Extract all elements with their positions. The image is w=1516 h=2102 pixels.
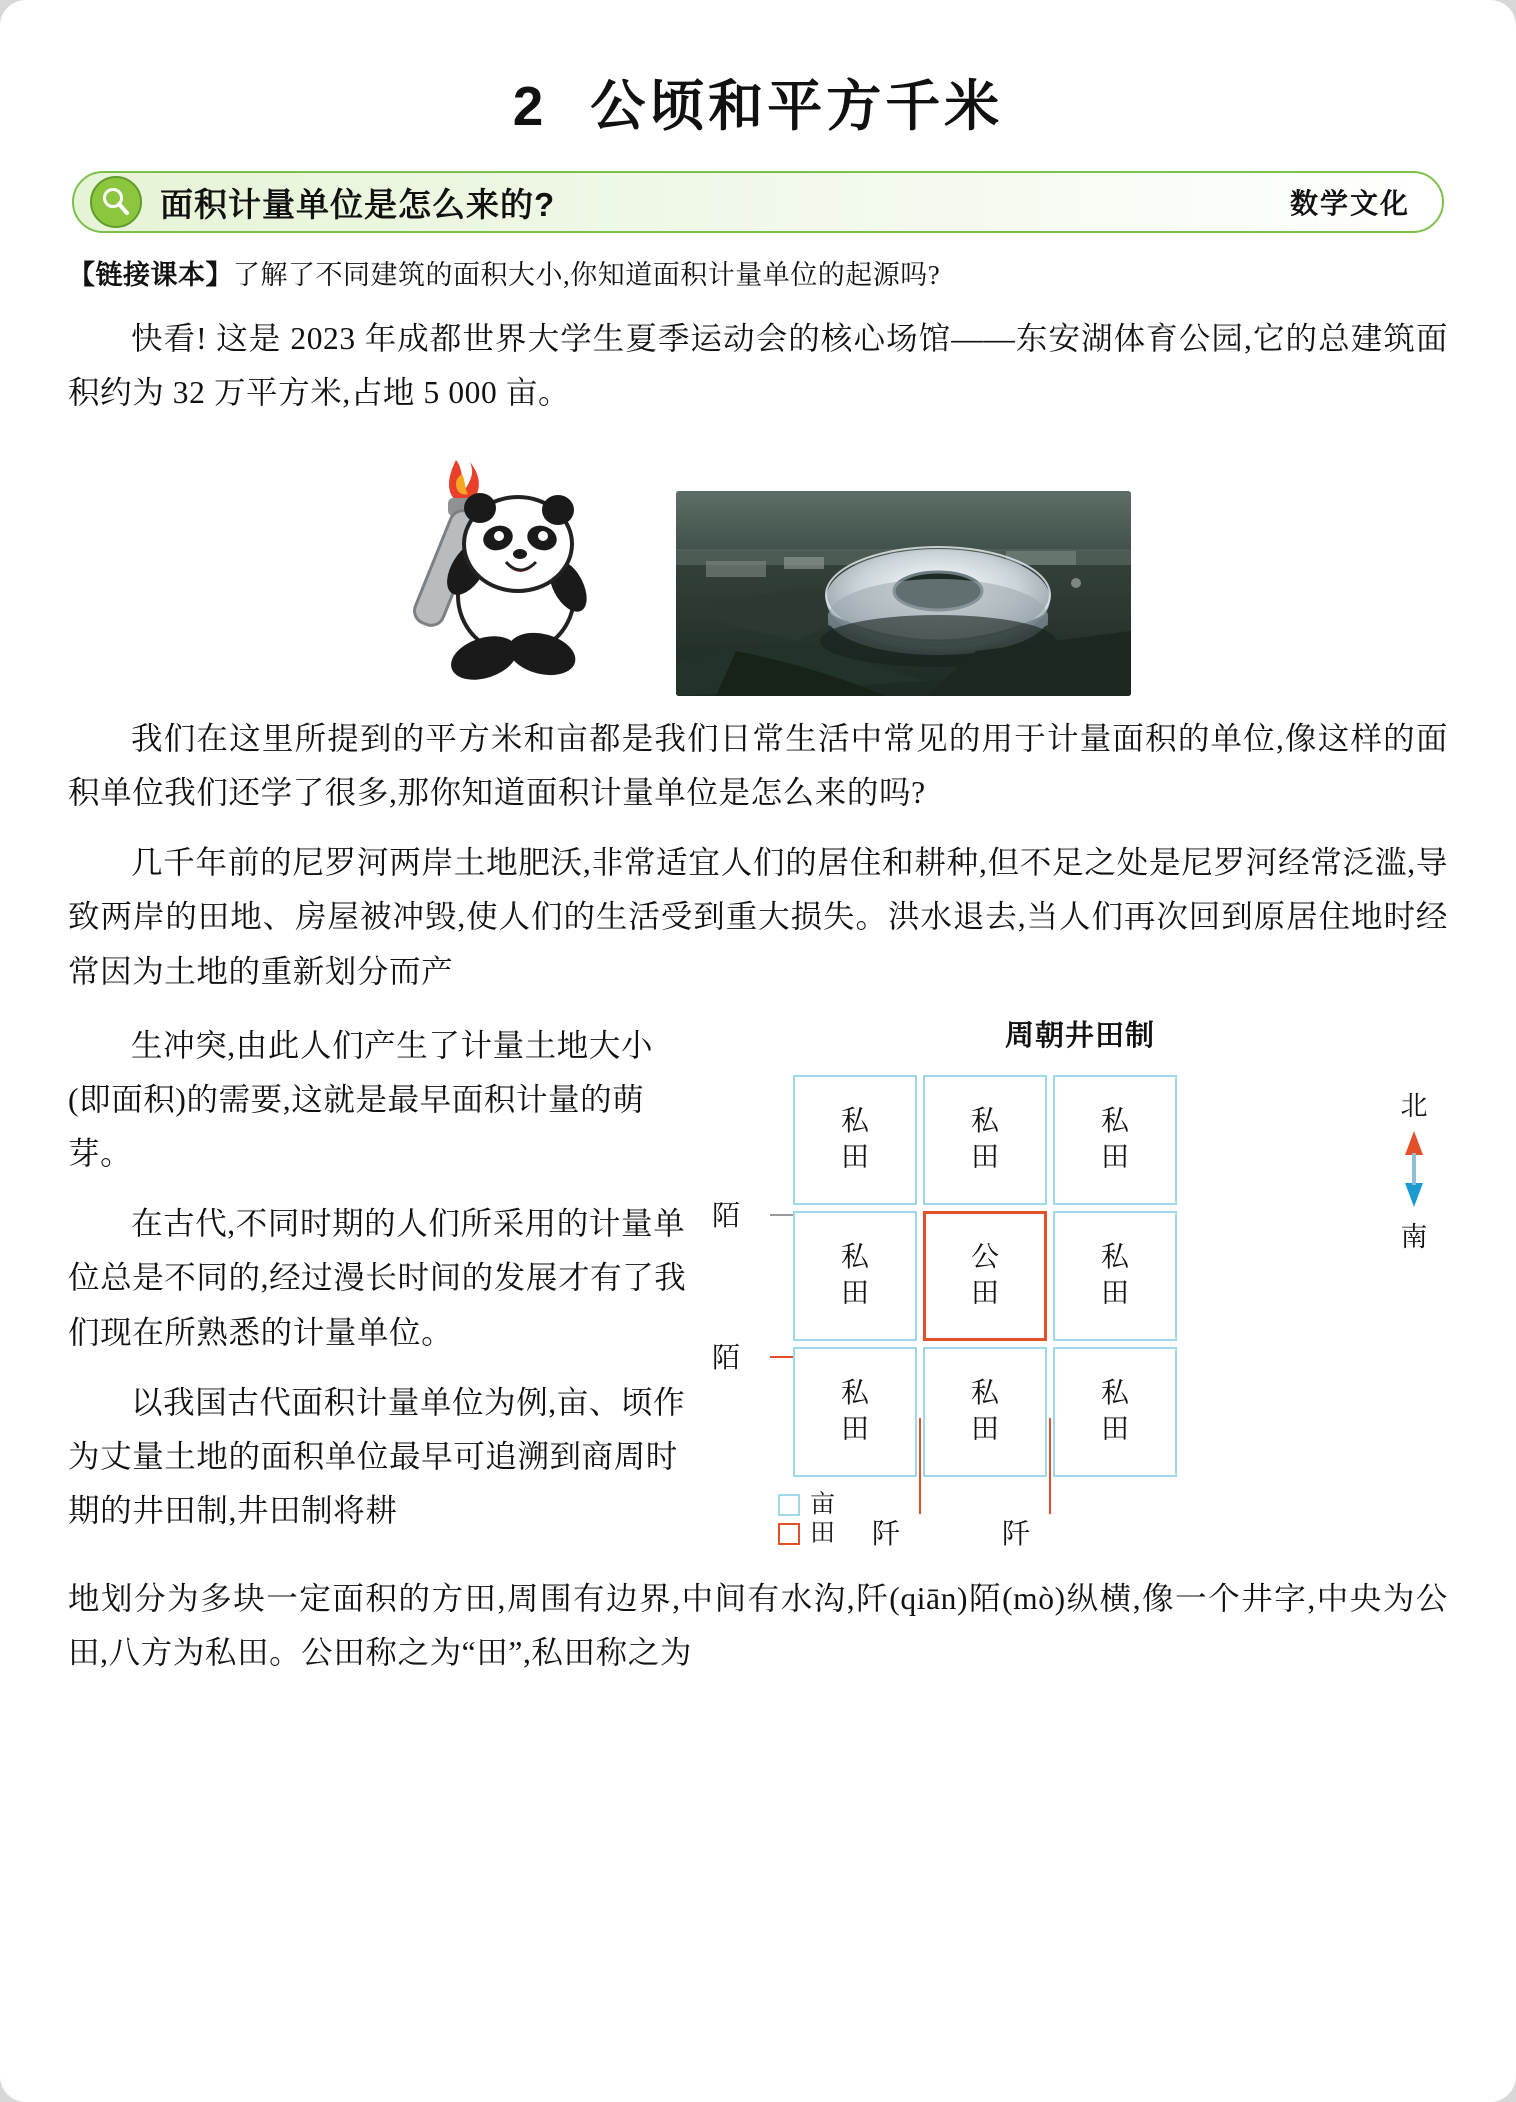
grid-cell-private <box>923 1075 1047 1205</box>
legend-swatch-public-icon <box>778 1523 800 1545</box>
qian-label-1: 阡 <box>872 1518 901 1550</box>
paragraph-4: 生冲突,由此人们产生了计量土地大小(即面积)的需要,这就是最早面积计量的萌芽。 <box>68 1027 654 1172</box>
cell-line-1: 私 <box>1100 1105 1129 1137</box>
stadium-aerial-photo <box>676 491 1131 696</box>
cell-line-1: 私 <box>840 1377 869 1409</box>
grid-cell-private <box>1053 1075 1177 1205</box>
diagram-legend <box>778 1490 835 1549</box>
chapter-title: 公顷和平方千米 <box>590 75 1004 137</box>
compass-south-label: 南 <box>1400 1221 1428 1252</box>
cell-line-2: 田 <box>970 1277 999 1309</box>
chapter-number: 2 <box>512 75 545 137</box>
grid-cell-private <box>1053 1211 1177 1341</box>
diagram-title: 周朝井田制 <box>1004 1019 1155 1052</box>
paragraph-3: 几千年前的尼罗河两岸土地肥沃,非常适宜人们的居住和耕种,但不足之处是尼罗河经常泛滥,导致两岸的田地、房屋被冲毁,使人们的生活受到重大损失。洪水退去,当人们再次回到原居住地时经常因为土地的重新划分而产 <box>68 845 1448 989</box>
grid-cell-private <box>1053 1347 1177 1477</box>
legend-public-label-1: 田 <box>810 1520 836 1548</box>
field-grid <box>790 1072 1180 1480</box>
legend-item-private <box>778 1490 835 1520</box>
cell-line-2: 田 <box>1100 1141 1129 1173</box>
banner-tag: 数学文化 <box>1289 188 1410 219</box>
link-to-textbook <box>68 255 1448 296</box>
cell-line-1: 私 <box>840 1241 869 1273</box>
link-label: 【链接课本】 <box>68 260 233 290</box>
cell-line-1: 私 <box>970 1377 999 1409</box>
link-text: 了解了不同建筑的面积大小,你知道面积计量单位的起源吗? <box>233 260 941 290</box>
cell-line-2: 田 <box>840 1413 869 1445</box>
legend-swatch-private-icon <box>778 1494 800 1516</box>
grid-cell-private <box>793 1075 917 1205</box>
cell-line-1: 私 <box>840 1105 869 1137</box>
legend-private-label-1: 亩 <box>810 1490 836 1518</box>
left-text-column <box>68 1009 688 1566</box>
paragraph-5: 在古代,不同时期的人们所采用的计量单位总是不同的,经过漫长时间的发展才有了我们现在所熟悉的计量单位。 <box>68 1206 687 1350</box>
magnifier-icon <box>90 176 142 228</box>
two-column-section <box>68 1009 1448 1566</box>
grid-cell-private <box>793 1211 917 1341</box>
paragraph-1: 快看! 这是 2023 年成都世界大学生夏季运动会的核心场馆——东安湖体育公园,它的总建筑面积约为 32 万平方米,占地 5 000 亩。 <box>68 320 1448 410</box>
cell-line-2: 田 <box>1100 1413 1129 1445</box>
paragraph-7: 地划分为多块一定面积的方田,周围有边界,中间有水沟,阡(qiān)陌(mò)纵横,像一个井字,中央为公田,八方为私田。公田称之为“田”,私田称之为 <box>68 1580 1448 1670</box>
cell-line-2: 田 <box>970 1413 999 1445</box>
compass-indicator <box>1386 1084 1442 1254</box>
grid-cell-private <box>793 1347 917 1477</box>
grid-cell-public <box>923 1211 1047 1341</box>
cell-line-1: 公 <box>970 1241 999 1273</box>
bottom-text-block <box>68 1572 1448 1680</box>
cell-line-1: 私 <box>1100 1377 1129 1409</box>
compass-arrow-icon <box>1386 1127 1442 1211</box>
banner-title: 面积计量单位是怎么来的? <box>160 185 556 223</box>
figure-row <box>68 446 1448 696</box>
paragraph-2: 我们在这里所提到的平方米和亩都是我们日常生活中常见的用于计量面积的单位,像这样的面积单位我们还学了很多,那你知道面积计量单位是怎么来的吗? <box>68 720 1448 811</box>
section-banner <box>72 171 1444 233</box>
mo-label-2: 陌 <box>712 1342 741 1374</box>
cell-line-2: 田 <box>970 1141 999 1173</box>
cell-line-1: 私 <box>1100 1241 1129 1273</box>
grid-cell-private <box>923 1347 1047 1477</box>
legend-item-public <box>778 1519 835 1549</box>
jingtian-diagram <box>712 1009 1448 1566</box>
chapter-heading <box>0 0 1516 141</box>
cell-line-1: 私 <box>970 1105 999 1137</box>
paragraph-6: 以我国古代面积计量单位为例,亩、顷作为丈量土地的面积单位最早可追溯到商周时期的井田制,井田制将耕 <box>68 1384 686 1529</box>
cell-line-2: 田 <box>840 1277 869 1309</box>
mo-label-1: 陌 <box>712 1200 741 1232</box>
panda-mascot-icon <box>386 446 616 696</box>
compass-north-label: 北 <box>1400 1090 1428 1121</box>
cell-line-2: 田 <box>840 1141 869 1173</box>
qian-label-2: 阡 <box>1002 1518 1031 1550</box>
cell-line-2: 田 <box>1100 1277 1129 1309</box>
